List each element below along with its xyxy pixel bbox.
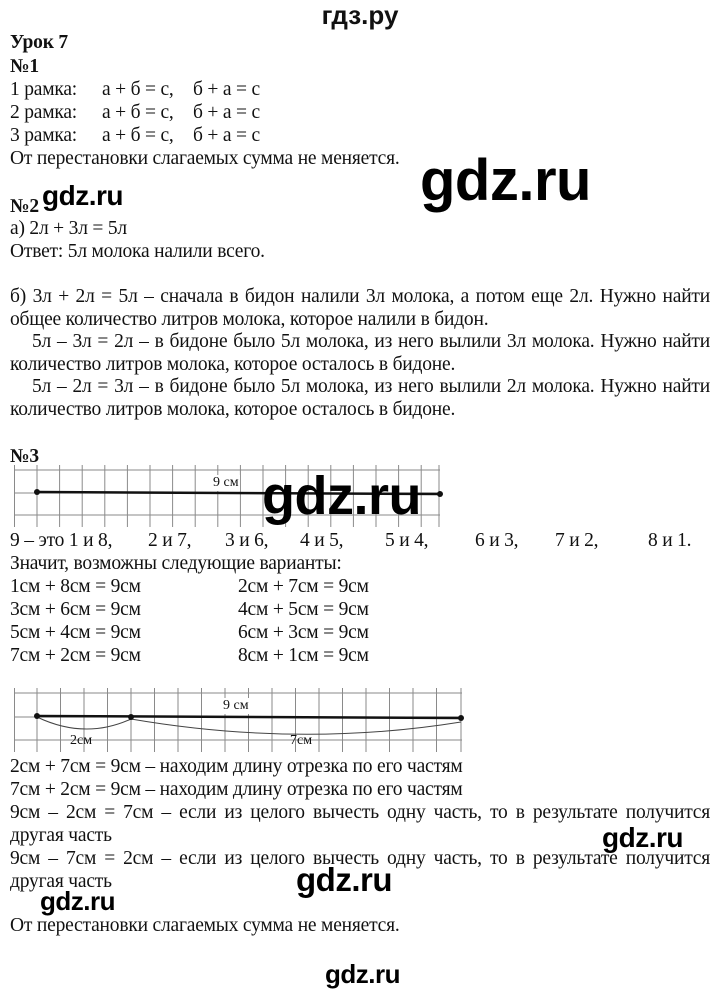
segment-endpoint [34, 713, 40, 719]
equation: б + а = с [193, 125, 260, 146]
frame-label: 2 рамка: [10, 102, 78, 123]
watermark-medium: gdz.ru [296, 861, 392, 898]
pair: 5 и 4, [385, 530, 429, 551]
part2-label: 7см [290, 733, 313, 748]
segment-endpoint [34, 489, 40, 495]
segment-line [37, 716, 461, 718]
explanation-line-1: 2см + 7см = 9см – находим длину отрезка по его частям [10, 756, 463, 777]
task2-b-paragraph-2: 5л – 3л = 2л – в бидоне было 5л молока, из него вылили 3л молока. Нужно найти количество литров молока, которое осталось в бидоне. [10, 331, 710, 375]
equation: а + б = с, [102, 102, 174, 123]
explanation-line-3: 9см – 2см = 7см – если из целого вычесть одну часть, то в результате получится другая часть [10, 802, 710, 846]
task1-conclusion: От перестановки слагаемых сумма не меняется. [10, 148, 400, 169]
watermark-small: gdz.ru [602, 822, 683, 853]
frame-label: 1 рамка: [10, 79, 78, 100]
equation: а + б = с, [102, 79, 174, 100]
segment-label: 9 см [213, 475, 239, 490]
total-label: 9 см [223, 698, 249, 713]
task3-conclusion: От перестановки слагаемых сумма не меняется. [10, 915, 400, 936]
variant-equation: 5см + 4см = 9см [10, 622, 141, 643]
task2-label: №2 [10, 196, 39, 217]
variant-equation: 4см + 5см = 9см [238, 599, 369, 620]
variant-equation: 6см + 3см = 9см [238, 622, 369, 643]
pair: 9 – это 1 и 8, [10, 530, 113, 551]
watermark-large: gdz.ru [420, 148, 591, 213]
segment-endpoint [437, 491, 443, 497]
variant-equation: 1см + 8см = 9см [10, 576, 141, 597]
equation: б + а = с [193, 79, 260, 100]
part1-label: 2см [70, 733, 93, 748]
segment-endpoint [458, 715, 464, 721]
task2-a-equation: а) 2л + 3л = 5л [10, 218, 127, 239]
variant-equation: 8см + 1см = 9см [238, 645, 369, 666]
equation: б + а = с [193, 102, 260, 123]
pair: 8 и 1. [648, 530, 692, 551]
site-header: гдз.ру [321, 0, 399, 30]
watermark-footer: gdz.ru [325, 959, 400, 989]
explanation-line-4: 9см – 7см = 2см – если из целого вычесть одну часть, то в результате получится другая часть [10, 848, 710, 892]
variants-intro: Значит, возможны следующие варианты: [10, 553, 342, 574]
variant-equation: 2см + 7см = 9см [238, 576, 369, 597]
task2-b-paragraph-1: б) 3л + 2л = 5л – сначала в бидон налили 3л молока, а потом еще 2л. Нужно найти общее количество литров молока, которое налили в бидон. [10, 286, 710, 330]
pair: 3 и 6, [225, 530, 269, 551]
task1-label: №1 [10, 56, 39, 77]
explanation-line-2: 7см + 2см = 9см – находим длину отрезка по его частям [10, 779, 463, 800]
variant-equation: 3см + 6см = 9см [10, 599, 141, 620]
task2-a-answer: Ответ: 5л молока налили всего. [10, 241, 265, 262]
pair: 4 и 5, [300, 530, 344, 551]
watermark-small: gdz.ru [40, 886, 115, 916]
watermark-large: gdz.ru [262, 466, 421, 526]
lesson-title: Урок 7 [10, 32, 68, 53]
task3-label: №3 [10, 446, 39, 467]
task2-b-paragraph-3: 5л – 2л = 3л – в бидоне было 5л молока, из него вылили 2л молока. Нужно найти количество литров молока, которое осталось в бидоне. [10, 376, 710, 420]
segment-midpoint [128, 714, 134, 720]
pair: 7 и 2, [555, 530, 599, 551]
pair: 2 и 7, [148, 530, 192, 551]
frame-label: 3 рамка: [10, 125, 78, 146]
equation: а + б = с, [102, 125, 174, 146]
variant-equation: 7см + 2см = 9см [10, 645, 141, 666]
pair: 6 и 3, [475, 530, 519, 551]
watermark-small: gdz.ru [42, 180, 123, 211]
